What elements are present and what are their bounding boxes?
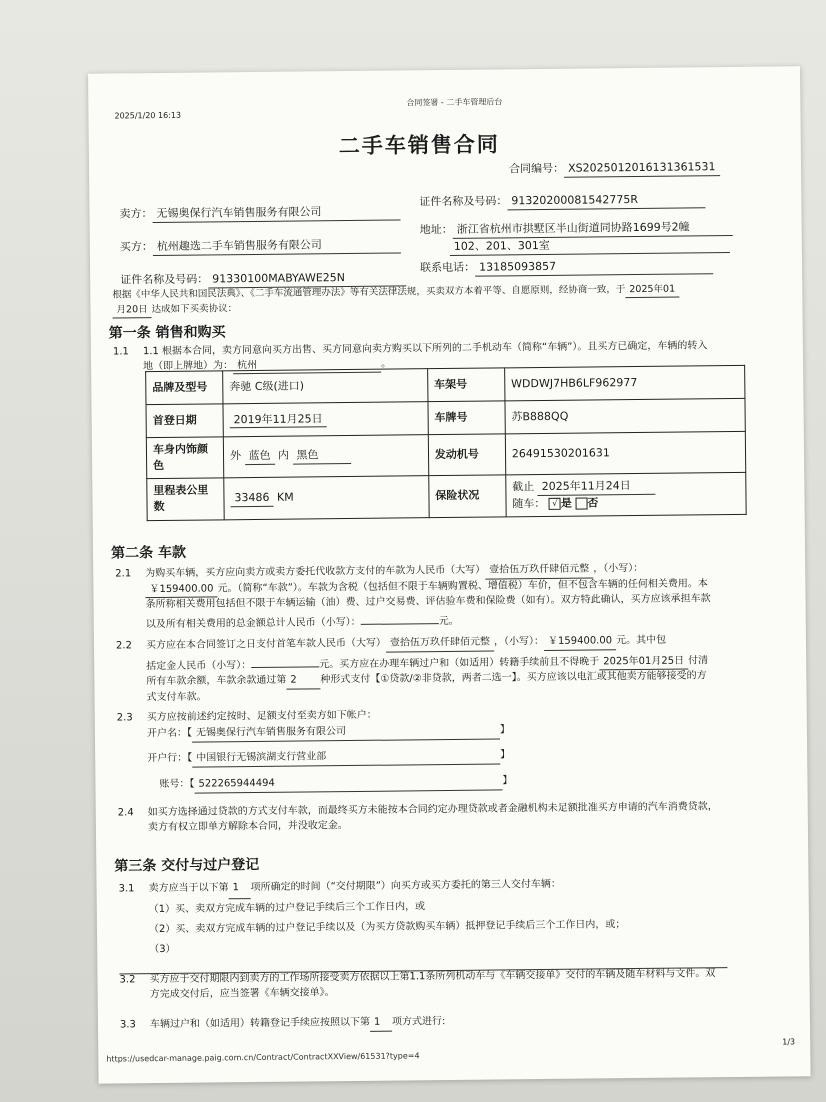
delivery-option: 1	[228, 878, 250, 899]
page-number: 1/3	[782, 1037, 796, 1047]
account-number: 522265944494	[194, 774, 502, 793]
account-name-row: 开户名：【 无锡奥保行汽车销售服务有限公司 】	[147, 723, 510, 742]
clause-1-1: 1.1 1.1 根据本合同，卖方同意向买方出售、买方同意向卖方购买以下所列的二手机动车（简称“车辆”）。且买方已确定，车辆的转入 地（即上牌地）为： 杭州 。	[113, 339, 753, 376]
first-payment-amount: ￥159400.00	[544, 634, 616, 650]
print-header: 合同签署 - 二手车管理后台	[406, 97, 503, 108]
account-name: 无锡奥保行汽车销售服务有限公司	[192, 723, 500, 742]
plate-value: 苏B888QQ	[505, 398, 745, 434]
color-value: 外 蓝色 内 黑色	[223, 435, 428, 478]
mileage-label: 里程表公里数	[147, 478, 224, 521]
price-amount: ￥159400.00	[145, 582, 217, 598]
interior-color: 黑色	[292, 447, 350, 465]
exterior-color: 蓝色	[244, 448, 274, 465]
clause-3-2: 3.2 买方应于交付期限内到卖方的工作场所接受卖方依据以上第1.1条所列机动车与《车辆交接单》交付的车辆及随车材料与文件。双 方完成交付后，应当签署《车辆交接单》。	[119, 968, 716, 1000]
deposit-amount	[251, 653, 319, 668]
clause-2-4: 2.4 如买方选择通过贷款的方式支付车款，而最终买方未能按本合同约定办理贷款或者金融机构未足额批准买方申请的汽车消费贷款， 卖方有权立即单方解除本合同，并没收定金。	[117, 801, 718, 833]
price-in-words: 壹拾伍万玖仟肆佰元整	[485, 562, 593, 579]
insurance-yes-checkbox: √	[549, 498, 561, 510]
contract-page	[88, 66, 811, 1083]
preamble: 根据《中华人民共和国民法典》、《二手车流通管理办法》等有关法律法规，买卖双方本着平等、自愿原则，经协商一致，于 2025年01 月20日 达成如下买卖协议：	[112, 282, 752, 318]
table-row	[146, 431, 745, 478]
insurance-value: 截止 2025年11月24日 随车： √ 是 否	[506, 472, 747, 516]
clause-2-1: 2.1 为购买车辆，买方应向卖方或卖方委托代收款方支付的车款为人民币（大写） 壹拾伍万玖仟肆佰元整 ，（小写）： ￥159400.00 元。（简称“车款”）。车款为含税（包括但不限于车辆购置税、增值税）车价，但不包含车辆的任何相关费用。本 条所称相关费用包括但不限于车辆运输（油）费、过户交易费、评估验车费和保险费（如有）。双方特此确认，买方应该承担车款 以及所有相关费用的总金额总计人民币（小写）： 元。	[115, 562, 711, 630]
mileage-value: 33486 KM	[224, 476, 429, 520]
table-row	[147, 472, 746, 520]
agreement-date-b: 月20日	[112, 303, 151, 318]
vin-value: WDDWJ7HB6LF962977	[504, 365, 744, 401]
article-3-heading: 第三条 交付与过户登记	[114, 856, 260, 875]
account-number-row: 账号：【 522265944494 】	[159, 774, 512, 793]
seller-row: 卖方： 无锡奥保行汽车销售服务有限公司	[119, 203, 400, 223]
contract-number: 合同编号： XS2025012016131361531	[509, 159, 720, 178]
insurance-no-checkbox	[575, 497, 587, 509]
seller-id: 91320200081542775R	[507, 191, 705, 210]
total-amount	[361, 610, 439, 625]
brand-label: 品牌及型号	[146, 371, 223, 405]
clause-3-1: 3.1 卖方应当于以下第 1 项所确定的时间（“交付期限”）向买方或买方委托的第三人交付车辆： （1）买、卖双方完成车辆的过户登记手续后三个工作日内，或 （2）买、卖双方完成车辆的过户登记手续以及（为买方贷款购买车辆）抵押登记手续后三个工作日内，或； （3）	[118, 873, 779, 983]
engine-value: 26491530201631	[505, 431, 746, 474]
vehicle-table	[145, 365, 747, 521]
buyer-name: 杭州趣选二手车销售服务有限公司	[153, 236, 401, 256]
agreement-date-a: 2025年01	[625, 283, 679, 298]
payment-deadline: 2025年01月25日	[599, 654, 688, 670]
article-2-heading: 第二条 车款	[110, 544, 186, 562]
buyer-id: 91330100MABYAWE25N	[208, 269, 406, 288]
vin-label: 车架号	[427, 368, 504, 402]
phone-row: 联系电话： 13185093857	[420, 257, 713, 277]
account-bank: 中国银行无锡滨湖支行营业部	[192, 748, 500, 767]
brand-value: 奔驰 C级(进口)	[223, 369, 428, 404]
registration-city: 杭州	[233, 357, 381, 374]
clause-2-2: 2.2 买方应在本合同签订之日支付首笔车款人民币（大写） 壹拾伍万玖仟肆佰元整 ，（小写）： ￥159400.00 元。其中包 括定金人民币（小写）： 元。买方应在办理车辆过户和（如适用）转籍手续前且不得晚于 2025年01月25日 付清 所有车款余额，车款余款通过第 2 种形式支付【①贷款/②非贷款，两者二选一】。买方应该以电汇或其他卖方能够接受的方 式支付车款。	[115, 634, 709, 703]
account-bank-row: 开户行：【 中国银行无锡滨湖支行营业部 】	[147, 748, 510, 767]
address-line1: 浙江省杭州市拱墅区半山街道同协路1699号2幢	[453, 219, 733, 239]
insurance-label: 保险状况	[429, 475, 506, 518]
contract-title: 二手车销售合同	[338, 132, 500, 159]
color-label: 车身内饰颜色	[146, 437, 223, 479]
reg-date-value: 2019年11月25日	[223, 402, 428, 437]
clause-2-3: 2.3 买方应按前述约定按时、足额支付至卖方如下帐户：	[116, 709, 377, 724]
reg-date-label: 首登日期	[146, 404, 223, 438]
buyer-row: 买方： 杭州趣选二手车销售服务有限公司	[120, 236, 401, 256]
payment-method: 2	[286, 673, 320, 689]
insurance-expiry: 2025年11月24日	[538, 478, 656, 496]
first-payment-in-words: 壹拾伍万玖仟肆佰元整	[386, 636, 494, 653]
buyer-id-row: 证件名称及号码： 91330100MABYAWE25N	[120, 269, 406, 289]
transfer-option: 1	[370, 1016, 392, 1032]
seller-id-row: 证件名称及号码： 91320200081542775R	[419, 191, 705, 211]
print-url: https://usedcar-manage.paig.com.cn/Contract/ContractXXView/61531?type=4	[106, 1051, 420, 1064]
seller-name: 无锡奥保行汽车销售服务有限公司	[152, 203, 400, 223]
article-1-heading: 第一条 销售和购买	[108, 324, 226, 342]
contract-number-value: XS2025012016131361531	[564, 159, 720, 178]
print-date: 2025/1/20 16:13	[114, 110, 182, 121]
address-row: 地址： 浙江省杭州市拱墅区半山街道同协路1699号2幢 102、201、301室	[420, 219, 733, 256]
clause-3-3: 3.3 车辆过户和（如适用）转籍登记手续应按照以下第 1 项方式进行:	[119, 1016, 446, 1031]
plate-label: 车牌号	[428, 401, 505, 435]
address-line2: 102、201、301室	[450, 236, 730, 256]
phone: 13185093857	[475, 257, 713, 276]
engine-label: 发动机号	[428, 434, 505, 476]
